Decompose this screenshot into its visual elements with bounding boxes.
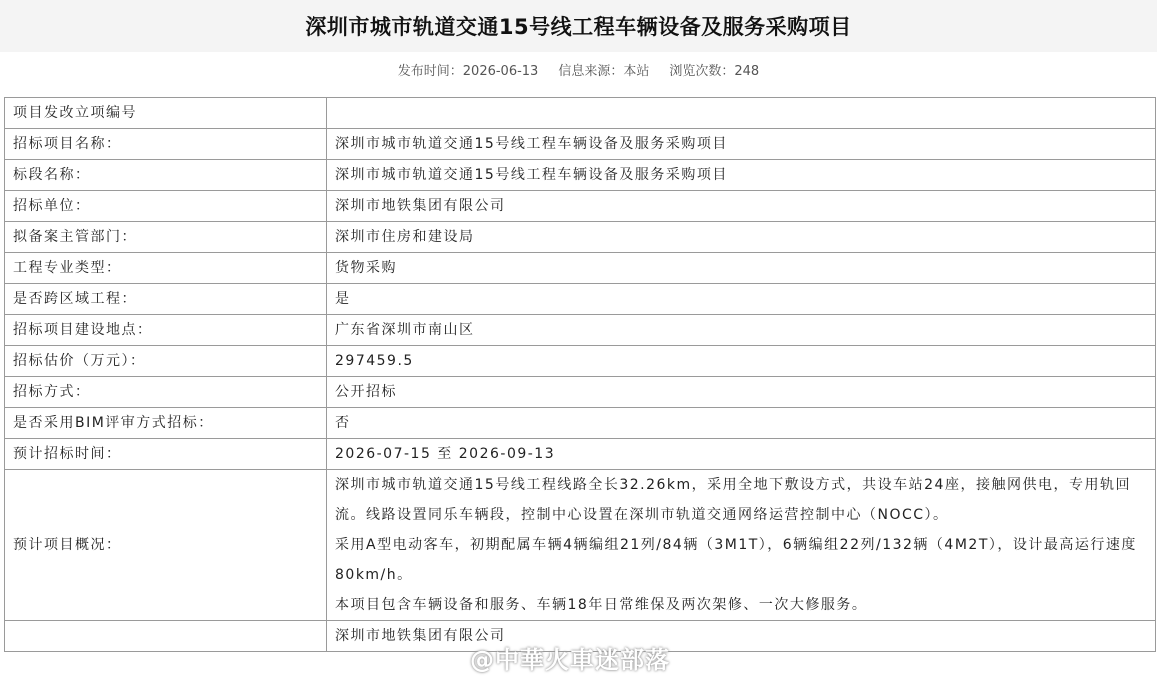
row-label: 招标方式：: [5, 377, 327, 408]
row-label: 标段名称：: [5, 160, 327, 191]
publish-time: [398, 60, 539, 79]
overview-value: [327, 470, 1156, 621]
row-label: 是否采用BIM评审方式招标：: [5, 408, 327, 439]
row-label: 拟备案主管部门：: [5, 222, 327, 253]
row-value: 货物采购: [327, 253, 1156, 284]
table-row: [5, 346, 1156, 377]
row-value: 深圳市城市轨道交通15号线工程车辆设备及服务采购项目: [327, 129, 1156, 160]
watermark-text: @中華火車迷部落: [470, 646, 670, 674]
info-source-label: 信息来源：: [558, 63, 624, 79]
row-value: 是: [327, 284, 1156, 315]
row-value: 深圳市城市轨道交通15号线工程车辆设备及服务采购项目: [327, 160, 1156, 191]
overview-label: 预计项目概况：: [5, 470, 327, 621]
table-row: [5, 129, 1156, 160]
row-value: 2026-07-15 至 2026-09-13: [327, 439, 1156, 470]
view-count-value: 248: [734, 63, 760, 79]
page-header: [0, 0, 1157, 52]
row-label: 招标估价（万元）：: [5, 346, 327, 377]
table-row: [5, 439, 1156, 470]
row-value: 深圳市地铁集团有限公司: [327, 191, 1156, 222]
publish-time-label: 发布时间：: [397, 63, 463, 79]
table-row: [5, 621, 1156, 652]
row-label: 招标项目建设地点：: [5, 315, 327, 346]
row-value: 否: [327, 408, 1156, 439]
row-label: 招标单位：: [5, 191, 327, 222]
table-row: [5, 377, 1156, 408]
row-label: 预计招标时间：: [5, 439, 327, 470]
table-row: [5, 98, 1156, 129]
row-value: 广东省深圳市南山区: [327, 315, 1156, 346]
row-value: [327, 98, 1156, 129]
meta-bar: [0, 54, 1157, 84]
table-row: [5, 222, 1156, 253]
table-row-overview: [5, 470, 1156, 621]
project-info-table: [4, 97, 1156, 652]
view-count-label: 浏览次数：: [669, 63, 735, 79]
row-label: 招标项目名称：: [5, 129, 327, 160]
overview-paragraph-2: 采用A型电动客车，初期配属车辆4辆编组21列/84辆（3M1T），6辆编组22列/132辆（4M2T），设计最高运行速度80km/h。: [335, 537, 1137, 583]
row-label-obscured: [5, 621, 327, 652]
page-title: 深圳市城市轨道交通15号线工程车辆设备及服务采购项目: [305, 15, 852, 39]
table-row: [5, 284, 1156, 315]
table-row: [5, 160, 1156, 191]
row-value: 深圳市住房和建设局: [327, 222, 1156, 253]
row-label: 工程专业类型：: [5, 253, 327, 284]
view-count: [669, 60, 759, 79]
row-value: 297459.5: [327, 346, 1156, 377]
overview-paragraph-1: 深圳市城市轨道交通15号线工程线路全长32.26km，采用全地下敷设方式，共设车站24座，接触网供电，专用轨回流。线路设置同乐车辆段，控制中心设置在深圳市轨道交通网络运营控制中心（NOCC）。: [335, 477, 1131, 523]
row-value: 公开招标: [327, 377, 1156, 408]
info-source: [558, 60, 649, 79]
table-row: [5, 408, 1156, 439]
row-label: 是否跨区域工程：: [5, 284, 327, 315]
table-row: [5, 253, 1156, 284]
publish-time-value: 2026-06-13: [462, 63, 539, 79]
info-source-value: 本站: [623, 63, 650, 79]
row-value: 深圳市地铁集团有限公司: [327, 621, 1156, 652]
overview-paragraph-3: 本项目包含车辆设备和服务、车辆18年日常维保及两次架修、一次大修服务。: [335, 597, 868, 613]
table-row: [5, 315, 1156, 346]
table-row: [5, 191, 1156, 222]
row-label: 项目发改立项编号: [5, 98, 327, 129]
